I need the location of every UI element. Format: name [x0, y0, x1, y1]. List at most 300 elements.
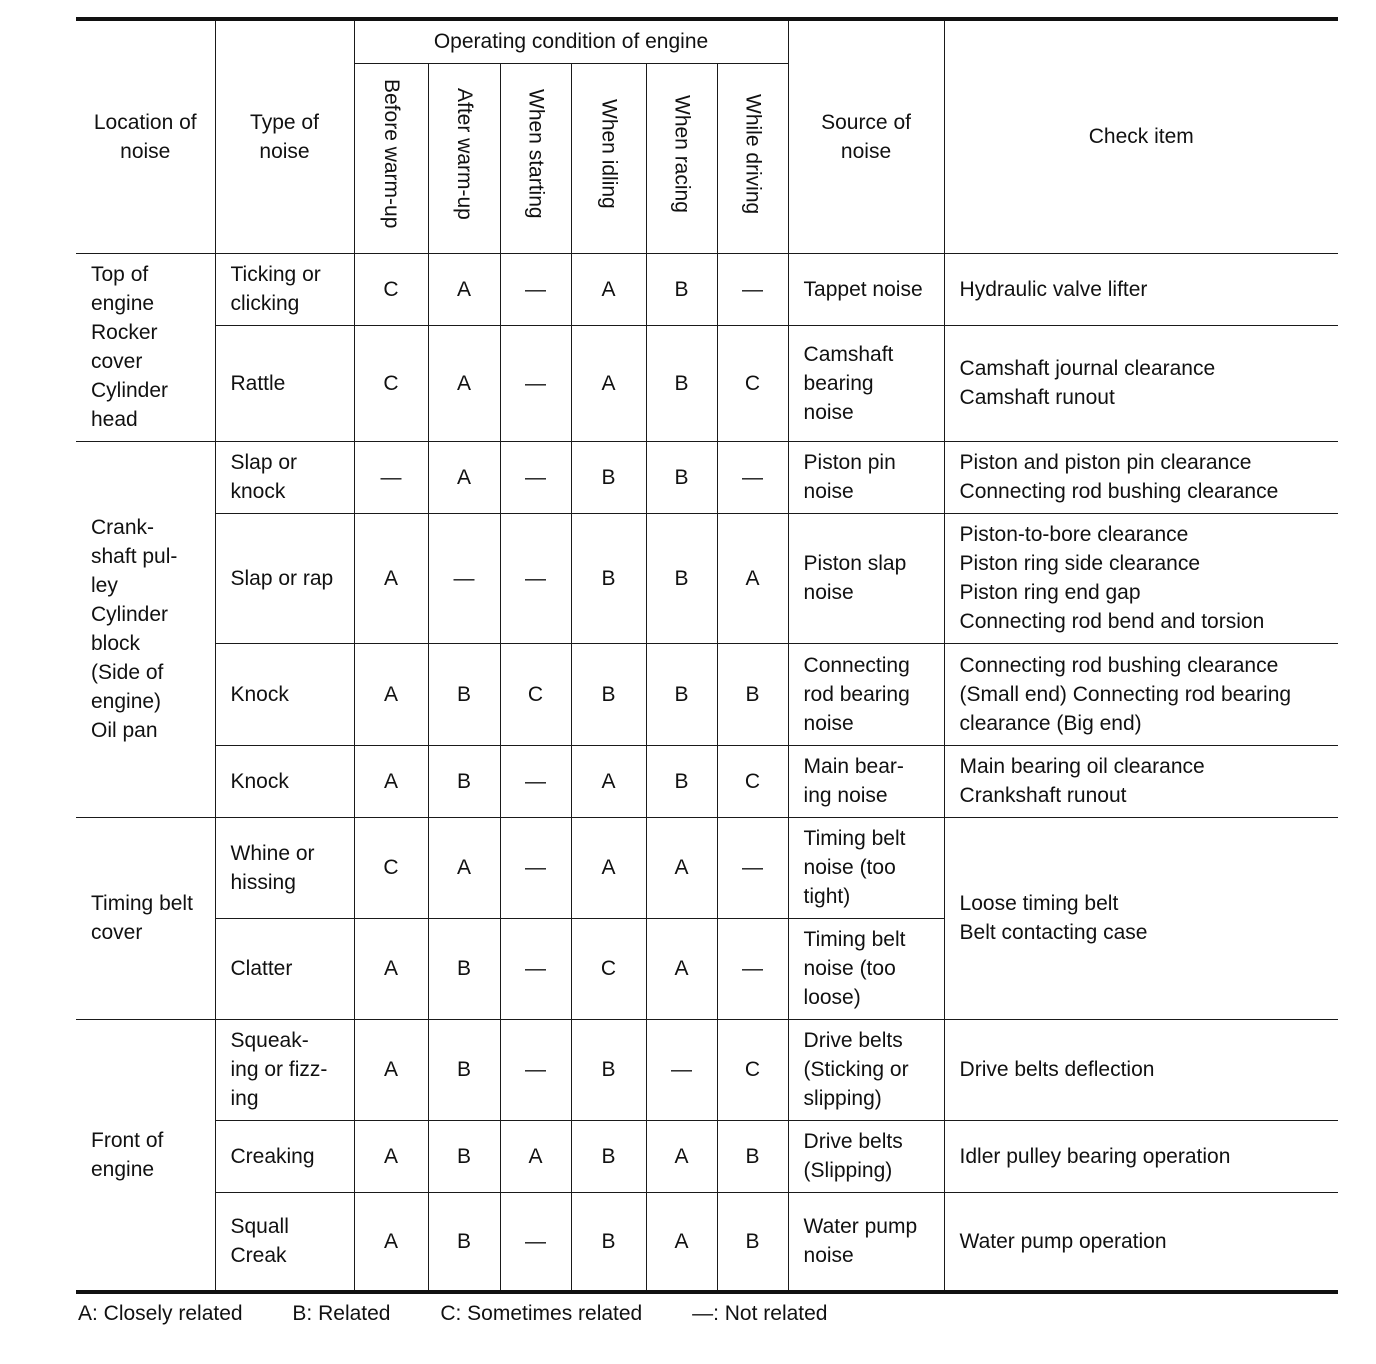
check-cell — [944, 253, 1338, 325]
check-line: clearance (Big end) — [959, 711, 1142, 735]
condition-cell — [428, 918, 500, 1019]
source-line: Drive belts — [803, 1130, 903, 1153]
source-line: Main bear- — [803, 755, 904, 778]
table-row — [76, 253, 1338, 325]
check-line: Drive belts deflection — [959, 1058, 1155, 1081]
condition-value: B — [674, 566, 689, 590]
condition-cell — [428, 325, 500, 441]
location-line: shaft pul- — [91, 545, 178, 568]
type-cell — [215, 1019, 354, 1120]
type-line: clicking — [230, 292, 300, 315]
type-line: knock — [230, 480, 286, 503]
condition-cell — [500, 643, 571, 745]
check-lines — [960, 1055, 1324, 1084]
condition-value: — — [525, 1229, 546, 1253]
location-line: block — [91, 632, 141, 655]
condition-cell — [354, 513, 428, 643]
condition-cell — [646, 817, 717, 918]
source-line: (Slipping) — [803, 1159, 893, 1182]
condition-value: A — [383, 769, 398, 793]
condition-cell — [571, 817, 646, 918]
source-cell — [788, 745, 944, 817]
type-cell — [215, 325, 354, 441]
condition-value: A — [456, 277, 471, 301]
condition-cell — [571, 441, 646, 513]
check-lines — [960, 752, 1324, 810]
type-cell — [215, 1192, 354, 1292]
condition-cell — [571, 1192, 646, 1292]
legend-related: B: Related — [292, 1302, 391, 1325]
location-line: ley — [91, 574, 118, 597]
condition-value: A — [383, 1058, 398, 1081]
condition-cell — [500, 441, 571, 513]
header-condition-label: While driving — [741, 93, 765, 215]
check-line: Crankshaft runout — [959, 784, 1127, 807]
condition-value: — — [380, 465, 402, 489]
table-row — [76, 745, 1338, 817]
source-line: Piston slap — [803, 552, 907, 575]
condition-value: A — [674, 856, 689, 879]
condition-cell — [500, 1192, 571, 1292]
condition-cell — [571, 643, 646, 745]
condition-value: — — [525, 277, 546, 301]
location-lines — [91, 889, 200, 947]
location-line: Cylinder — [91, 603, 169, 626]
type-lines — [231, 1026, 339, 1113]
condition-value: B — [456, 1229, 471, 1253]
source-cell — [788, 918, 944, 1019]
condition-value: B — [601, 566, 616, 590]
condition-cell — [354, 441, 428, 513]
check-lines — [960, 275, 1324, 304]
type-cell — [215, 1120, 354, 1192]
type-lines — [231, 767, 339, 796]
source-line: Drive belts — [803, 1029, 903, 1052]
header-condition-label: After warm-up — [453, 88, 476, 220]
header-source — [788, 19, 944, 253]
condition-value: B — [456, 957, 471, 980]
condition-cell — [354, 643, 428, 745]
condition-value: B — [674, 465, 689, 489]
condition-cell — [428, 1019, 500, 1120]
location-line: Cylinder — [91, 379, 169, 402]
condition-value: B — [674, 371, 689, 395]
condition-value: A — [601, 277, 616, 301]
condition-cell — [500, 325, 571, 441]
condition-cell — [500, 513, 571, 643]
location-line: Rocker — [91, 321, 158, 344]
condition-value: B — [456, 769, 471, 793]
source-line: loose) — [803, 986, 861, 1009]
source-line: noise — [803, 581, 854, 604]
source-line: bearing — [803, 371, 874, 395]
header-condition — [500, 63, 571, 253]
condition-cell — [717, 441, 788, 513]
condition-value: A — [456, 465, 471, 489]
condition-value: — — [525, 566, 546, 590]
check-lines — [960, 1142, 1324, 1171]
condition-cell — [646, 441, 717, 513]
source-lines — [804, 448, 929, 506]
condition-cell — [571, 325, 646, 441]
type-line: ing or fizz- — [230, 1058, 328, 1081]
source-lines — [804, 824, 929, 911]
source-lines — [804, 1127, 929, 1185]
condition-value: A — [528, 1144, 543, 1168]
location-lines — [91, 513, 200, 745]
check-line: Camshaft journal clearance — [959, 357, 1216, 380]
source-cell — [788, 253, 944, 325]
condition-cell — [717, 1019, 788, 1120]
source-line: Camshaft — [803, 342, 894, 366]
legend-not-related: —: Not related — [692, 1302, 828, 1325]
table-row — [76, 325, 1338, 441]
type-lines — [231, 564, 339, 593]
check-line: Piston ring side clearance — [959, 552, 1200, 575]
type-line: Creaking — [230, 1144, 315, 1168]
header-condition — [354, 63, 428, 253]
table-row — [76, 513, 1338, 643]
type-lines — [231, 448, 339, 506]
condition-value: B — [601, 1058, 616, 1081]
condition-value: — — [742, 856, 764, 879]
condition-value: B — [674, 682, 689, 706]
type-line: Whine or — [230, 841, 315, 865]
location-line: engine — [91, 1157, 155, 1181]
condition-value: B — [601, 682, 616, 706]
check-cell — [944, 513, 1338, 643]
source-line: Tappet noise — [803, 277, 923, 301]
type-line: Knock — [230, 682, 289, 706]
type-line: hissing — [230, 870, 296, 894]
source-line: slipping) — [803, 1087, 882, 1110]
source-line: noise (too — [803, 856, 896, 879]
source-line: Timing belt — [803, 928, 906, 951]
source-cell — [788, 643, 944, 745]
table-row — [76, 1120, 1338, 1192]
condition-cell — [354, 918, 428, 1019]
check-lines — [960, 448, 1324, 506]
check-line: Connecting rod bend and torsion — [959, 610, 1265, 633]
type-line: Clatter — [230, 957, 293, 980]
header-operating-condition: Operating condition of engine — [354, 19, 788, 63]
condition-cell — [717, 253, 788, 325]
condition-value: C — [744, 1058, 761, 1081]
header-location — [76, 19, 215, 253]
location-line: Front of — [91, 1128, 164, 1152]
condition-value: A — [383, 1229, 398, 1253]
condition-cell — [571, 1019, 646, 1120]
condition-value: — — [671, 1058, 692, 1081]
source-cell — [788, 1019, 944, 1120]
condition-cell — [717, 1120, 788, 1192]
type-line: Knock — [230, 769, 289, 793]
check-lines — [960, 520, 1324, 636]
check-line: Hydraulic valve lifter — [959, 277, 1148, 301]
check-lines — [960, 651, 1324, 738]
condition-cell — [646, 325, 717, 441]
location-cell — [76, 441, 215, 817]
check-cell — [944, 643, 1338, 745]
check-line: Camshaft runout — [959, 386, 1115, 409]
condition-cell — [646, 745, 717, 817]
condition-value: A — [674, 1144, 689, 1168]
condition-value: A — [456, 856, 471, 879]
condition-cell — [717, 817, 788, 918]
source-cell — [788, 1120, 944, 1192]
check-lines — [960, 1227, 1324, 1256]
source-lines — [804, 1026, 929, 1113]
condition-value: A — [601, 769, 616, 793]
source-lines — [804, 1212, 929, 1270]
header-check-item: Check item — [944, 19, 1338, 253]
condition-value: B — [674, 769, 689, 793]
condition-cell — [500, 1019, 571, 1120]
condition-cell — [354, 325, 428, 441]
condition-value: — — [525, 856, 546, 879]
condition-value: A — [383, 566, 398, 590]
condition-cell — [646, 513, 717, 643]
type-lines — [231, 260, 339, 318]
header-source-line: noise — [840, 139, 892, 163]
check-line: Idler pulley bearing operation — [959, 1144, 1231, 1168]
condition-cell — [500, 817, 571, 918]
type-lines — [231, 680, 339, 709]
check-cell — [944, 745, 1338, 817]
header-condition — [428, 63, 500, 253]
condition-value: — — [525, 769, 546, 793]
condition-cell — [500, 918, 571, 1019]
location-lines — [91, 260, 200, 434]
condition-value: B — [456, 1144, 471, 1168]
condition-value: — — [525, 465, 546, 489]
type-line: Rattle — [230, 371, 286, 395]
table-row — [76, 441, 1338, 513]
condition-value: B — [601, 465, 616, 489]
source-line: noise (too — [803, 957, 896, 980]
source-line: ing noise — [803, 784, 888, 807]
type-cell — [215, 513, 354, 643]
check-line: Belt contacting case — [959, 921, 1148, 944]
condition-value: — — [742, 957, 764, 980]
check-line: Water pump operation — [959, 1229, 1167, 1253]
source-cell — [788, 441, 944, 513]
check-line: (Small end) Connecting rod bearing — [959, 682, 1292, 706]
condition-cell — [646, 253, 717, 325]
condition-value: B — [456, 682, 471, 706]
condition-value: B — [745, 1229, 760, 1253]
condition-cell — [571, 513, 646, 643]
check-line: Piston-to-bore clearance — [959, 523, 1189, 546]
condition-value: B — [456, 1058, 471, 1081]
type-cell — [215, 745, 354, 817]
type-cell — [215, 253, 354, 325]
condition-cell — [354, 1019, 428, 1120]
source-lines — [804, 752, 929, 810]
condition-value: C — [383, 277, 399, 301]
condition-value: A — [601, 856, 616, 879]
condition-cell — [717, 513, 788, 643]
source-lines — [804, 340, 929, 427]
source-cell — [788, 1192, 944, 1292]
header-condition-label: When idling — [597, 99, 621, 209]
legend-closely-related: A: Closely related — [78, 1302, 243, 1325]
condition-cell — [428, 1120, 500, 1192]
type-cell — [215, 643, 354, 745]
check-lines — [960, 889, 1324, 947]
condition-cell — [717, 1192, 788, 1292]
condition-cell — [500, 1120, 571, 1192]
condition-cell — [354, 1192, 428, 1292]
table-row — [76, 1019, 1338, 1120]
condition-value: A — [674, 957, 689, 980]
condition-value: C — [383, 371, 399, 395]
header-location-line: Location of — [93, 110, 197, 134]
source-lines — [804, 275, 929, 304]
check-cell — [944, 1192, 1338, 1292]
type-lines — [231, 1212, 339, 1270]
check-line: Piston ring end gap — [959, 581, 1141, 604]
type-lines — [231, 369, 339, 398]
check-cell — [944, 1120, 1338, 1192]
condition-cell — [428, 745, 500, 817]
condition-cell — [717, 325, 788, 441]
condition-value: A — [456, 371, 471, 395]
legend — [78, 1300, 872, 1328]
condition-cell — [428, 643, 500, 745]
source-line: (Sticking or — [803, 1058, 909, 1081]
type-lines — [231, 1142, 339, 1171]
header-source-line: Source of — [821, 110, 911, 134]
header-type-line: Type of — [250, 110, 319, 134]
location-line: Timing belt — [91, 892, 193, 915]
condition-cell — [354, 817, 428, 918]
location-line: Top of — [91, 263, 149, 286]
source-lines — [804, 549, 929, 607]
type-line: ing — [230, 1087, 259, 1110]
condition-cell — [646, 1120, 717, 1192]
type-line: Slap or rap — [230, 566, 334, 590]
condition-value: C — [527, 682, 544, 706]
condition-value: B — [674, 277, 689, 301]
table-body — [76, 253, 1338, 1292]
source-lines — [804, 651, 929, 738]
condition-cell — [646, 643, 717, 745]
source-cell — [788, 513, 944, 643]
header-condition — [571, 63, 646, 253]
condition-value: — — [525, 957, 546, 980]
condition-value: A — [745, 566, 760, 590]
condition-value: A — [383, 1144, 398, 1168]
condition-cell — [354, 745, 428, 817]
type-line: Slap or — [230, 451, 298, 474]
condition-cell — [354, 253, 428, 325]
source-line: Connecting — [803, 653, 910, 677]
condition-value: C — [744, 769, 761, 793]
type-lines — [231, 954, 339, 983]
check-line: Loose timing belt — [959, 892, 1119, 915]
condition-value: B — [601, 1144, 616, 1168]
location-line: Oil pan — [91, 719, 158, 742]
condition-cell — [428, 253, 500, 325]
source-lines — [804, 925, 929, 1012]
type-cell — [215, 441, 354, 513]
check-lines — [960, 354, 1324, 412]
header-condition — [717, 63, 788, 253]
table-row — [76, 817, 1338, 918]
header-type — [215, 19, 354, 253]
condition-cell — [571, 745, 646, 817]
condition-value: — — [525, 1058, 546, 1081]
condition-cell — [717, 643, 788, 745]
location-line: engine) — [91, 690, 162, 713]
location-cell — [76, 1019, 215, 1292]
header-location-line: noise — [120, 139, 171, 163]
condition-cell — [717, 918, 788, 1019]
condition-cell — [717, 745, 788, 817]
condition-cell — [571, 1120, 646, 1192]
condition-cell — [428, 1192, 500, 1292]
location-line: cover — [91, 921, 143, 944]
location-line: Crank- — [91, 516, 155, 539]
location-lines — [91, 1126, 200, 1184]
location-line: cover — [91, 350, 143, 373]
condition-value: B — [745, 682, 760, 706]
condition-cell — [571, 918, 646, 1019]
condition-value: — — [453, 566, 475, 590]
condition-cell — [428, 817, 500, 918]
check-line: Main bearing oil clearance — [959, 755, 1205, 778]
condition-cell — [500, 745, 571, 817]
location-cell — [76, 817, 215, 1019]
condition-value: — — [525, 371, 546, 395]
source-line: Piston pin — [803, 451, 896, 474]
condition-cell — [646, 1019, 717, 1120]
condition-value: — — [742, 277, 764, 301]
source-line: noise — [803, 1244, 854, 1268]
source-cell — [788, 817, 944, 918]
condition-cell — [428, 513, 500, 643]
location-line: engine — [91, 292, 155, 315]
source-line: tight) — [803, 885, 851, 908]
legend-sometimes-related: C: Sometimes related — [440, 1302, 643, 1325]
condition-value: A — [674, 1229, 689, 1253]
engine-noise-table — [76, 17, 1338, 1294]
check-line: Piston and piston pin clearance — [959, 451, 1252, 474]
header-type-line: noise — [259, 139, 310, 163]
type-line: Squeak- — [230, 1029, 309, 1052]
condition-cell — [646, 918, 717, 1019]
type-cell — [215, 918, 354, 1019]
condition-value: — — [742, 465, 764, 489]
source-line: noise — [803, 400, 854, 424]
condition-value: C — [383, 856, 399, 879]
source-line: Water pump — [803, 1215, 918, 1239]
condition-cell — [646, 1192, 717, 1292]
check-cell — [944, 1019, 1338, 1120]
header-condition-label: When racing — [670, 95, 694, 213]
location-line: (Side of — [91, 661, 164, 684]
source-cell — [788, 325, 944, 441]
condition-cell — [571, 253, 646, 325]
check-cell — [944, 441, 1338, 513]
type-cell — [215, 817, 354, 918]
condition-value: A — [601, 371, 616, 395]
check-cell — [944, 325, 1338, 441]
condition-value: C — [600, 957, 617, 980]
check-line: Connecting rod bushing clearance — [959, 653, 1279, 677]
header-condition — [646, 63, 717, 253]
